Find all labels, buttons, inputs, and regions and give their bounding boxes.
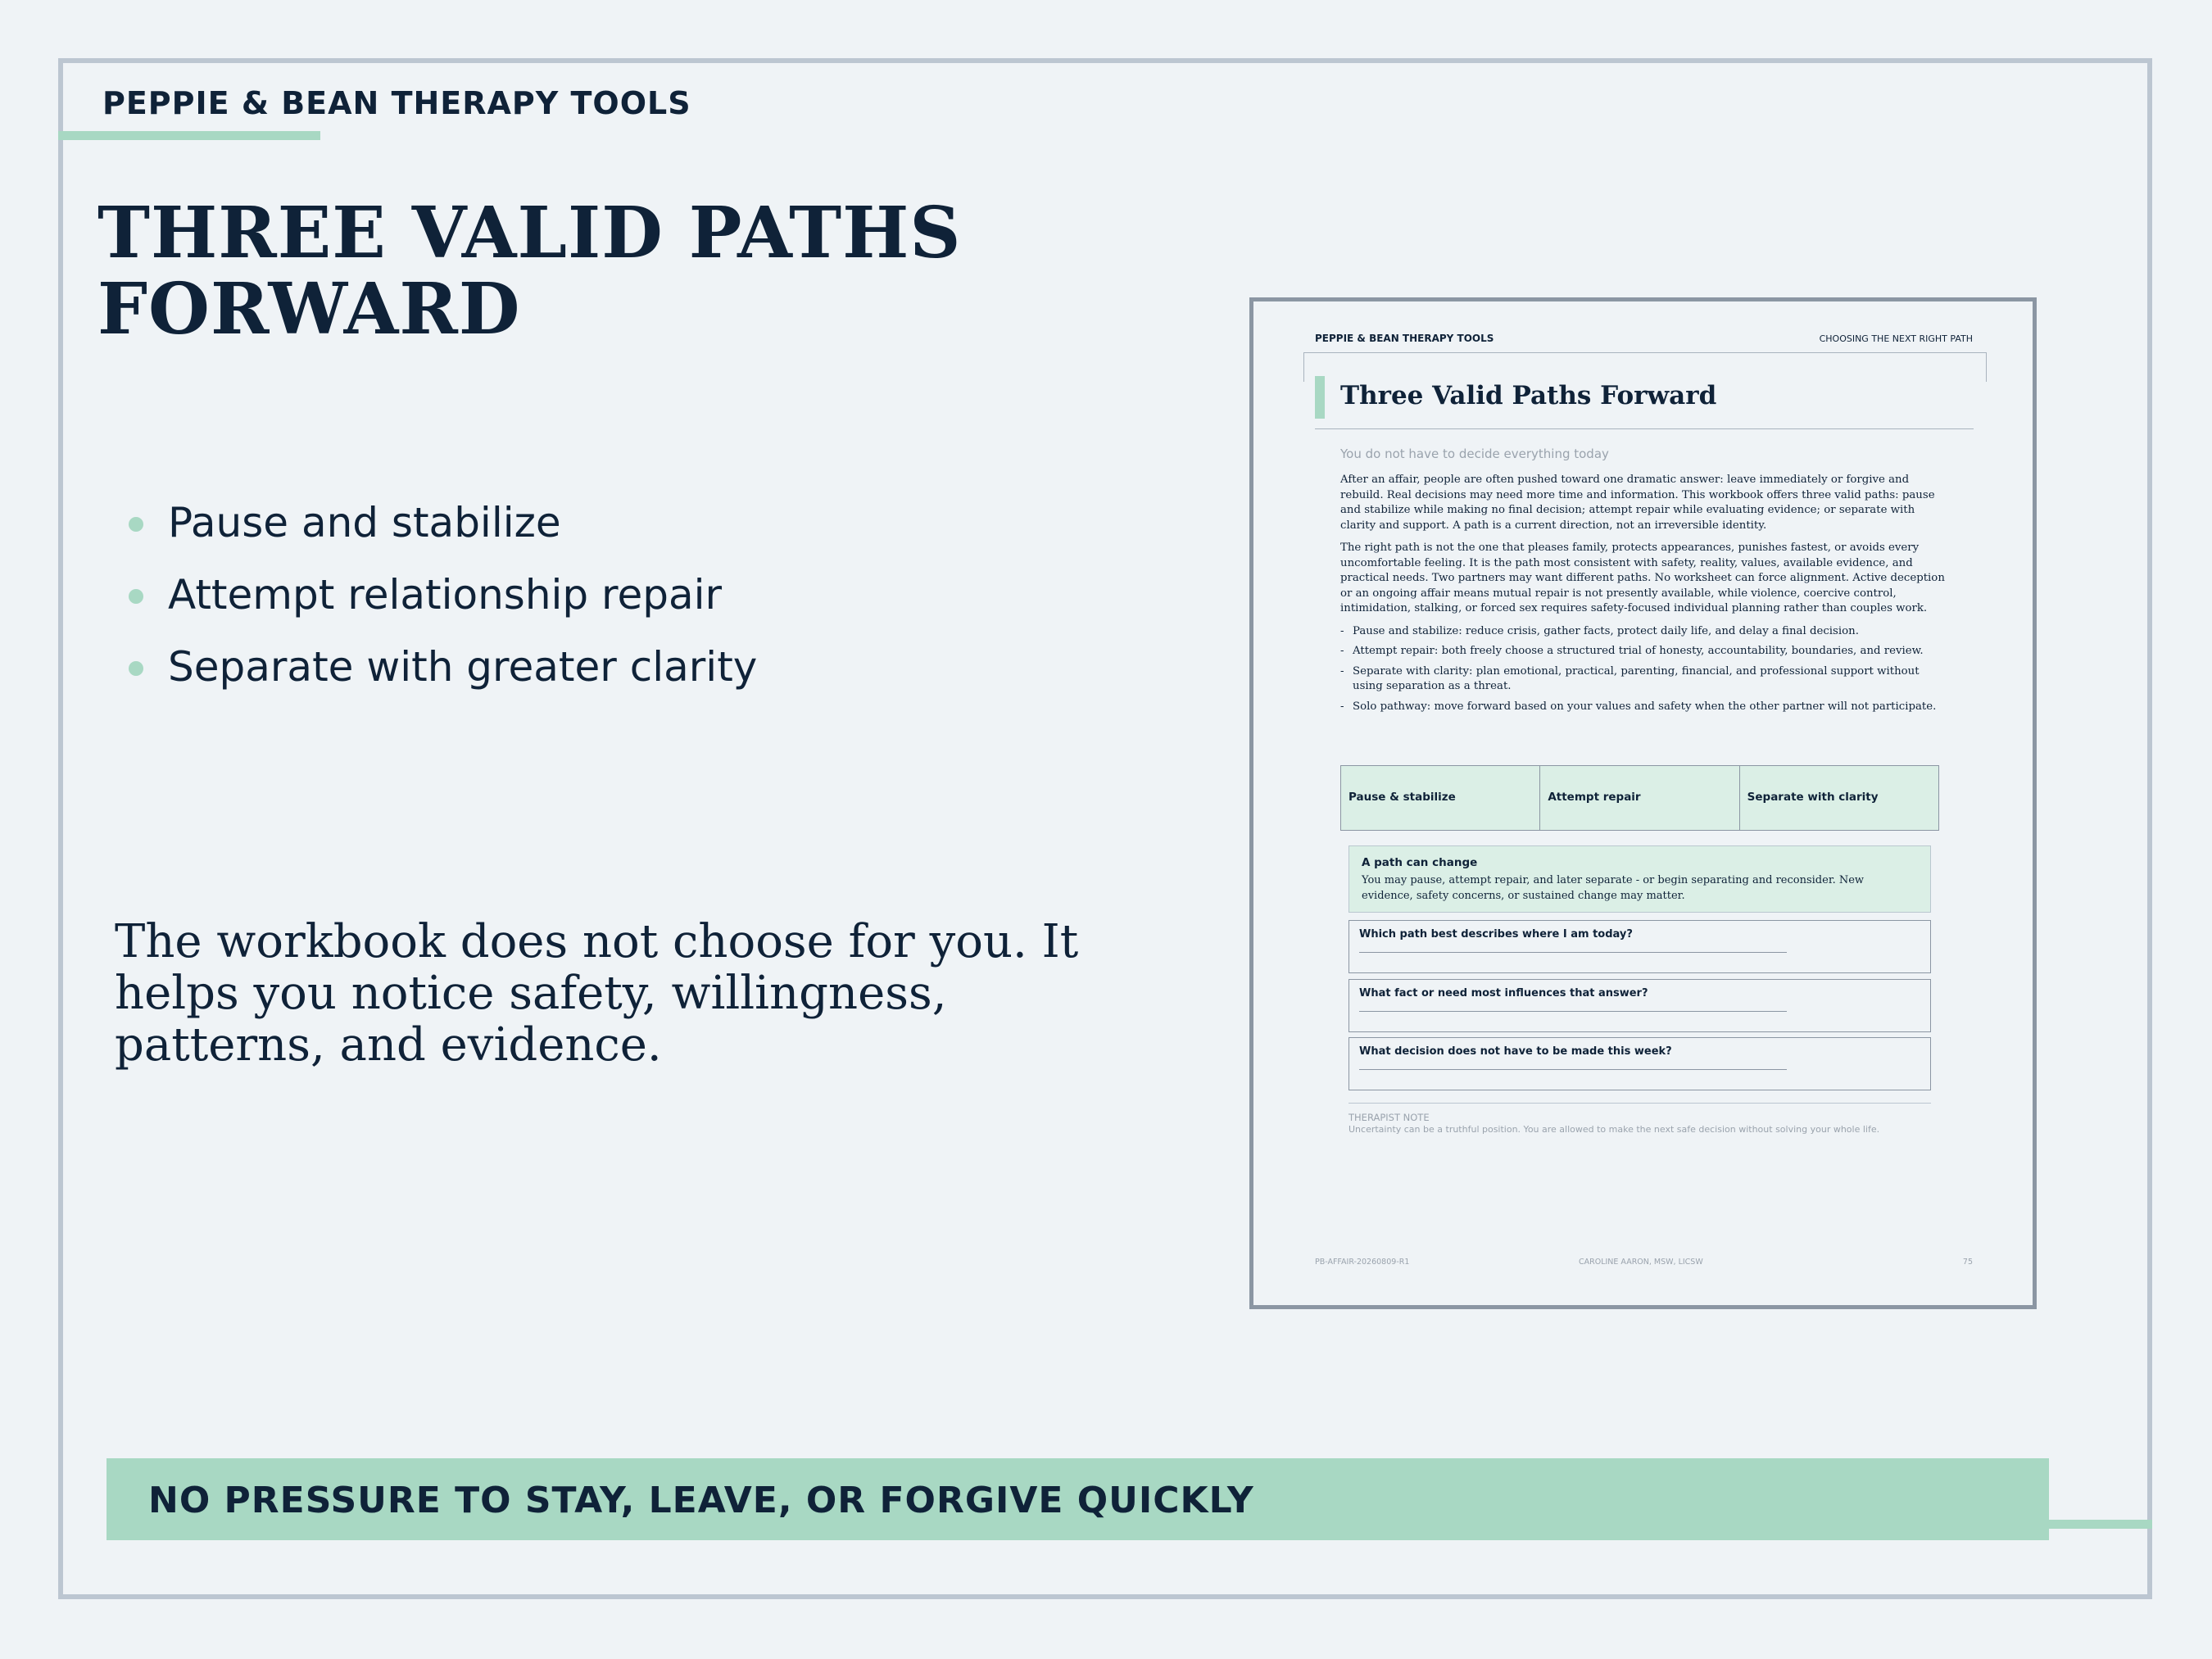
therapist-note-rule <box>1349 1103 1931 1104</box>
doc-question-box <box>1349 979 1931 1032</box>
doc-page-number: 75 <box>1962 1258 1973 1267</box>
doc-question-box <box>1349 1037 1931 1090</box>
doc-footer-author: CAROLINE AARON, MSW, LICSW <box>1579 1258 1703 1267</box>
workbook-page-preview <box>1249 297 2037 1309</box>
bullet-item <box>127 564 757 636</box>
doc-title-accent <box>1315 376 1325 419</box>
brand-header: PEPPIE & BEAN THERAPY TOOLS <box>102 85 691 121</box>
doc-question: What fact or need most influences that answer? <box>1359 987 1648 999</box>
doc-list-item: - Attempt repair: both freely choose a structured trial of honesty, accountability, boundaries, and review. <box>1340 645 1924 657</box>
slide-title: THREE VALID PATHS FORWARD <box>97 192 962 351</box>
doc-brand: PEPPIE & BEAN THERAPY TOOLS <box>1315 333 1494 344</box>
brand-accent-line <box>58 131 320 140</box>
therapist-note-heading: THERAPIST NOTE <box>1349 1112 1430 1123</box>
doc-path-table <box>1340 765 1939 831</box>
doc-question: What decision does not have to be made this week? <box>1359 1045 1672 1058</box>
doc-paragraph: The right path is not the one that pleases family, protects appearances, punishes fastest, or avoids every uncomfortable feeling. It is the path most consistent with safety, reality, values, available evidence, and practical needs. Two partners may want different paths. No worksheet can force alignment. Active deception or an ongoing affair means mutual repair is not presently available, while violence, coercive control, intimidation, stalking, or forced sex requires safety-focused individual planning rather than couples work. <box>1340 542 1945 614</box>
doc-section-label: CHOOSING THE NEXT RIGHT PATH <box>1819 333 1973 344</box>
bullet-item <box>127 492 757 564</box>
doc-header-rule <box>1303 352 1987 382</box>
bullet-list <box>127 492 757 708</box>
banner-accent-line <box>2049 1520 2152 1529</box>
doc-list-item: - Separate with clarity: plan emotional, practical, parenting, financial, and professional support without using separation as a threat. <box>1340 664 1920 692</box>
bullet-dot-icon <box>129 661 143 676</box>
doc-title-rule <box>1315 428 1974 429</box>
bullet-text: Attempt relationship repair <box>168 571 723 619</box>
therapist-note-text: Uncertainty can be a truthful position. You are allowed to make the next safe decision without solving your whole life. <box>1349 1124 1880 1135</box>
answer-line <box>1359 1069 1787 1070</box>
answer-line <box>1359 1011 1787 1012</box>
doc-table-cell: Separate with clarity <box>1747 791 1879 804</box>
doc-question: Which path best describes where I am today? <box>1359 928 1633 941</box>
doc-list-item: - Pause and stabilize: reduce crisis, gather facts, protect daily life, and delay a final decision. <box>1340 624 1859 637</box>
footer-banner <box>107 1458 2049 1540</box>
doc-table-cell: Attempt repair <box>1540 766 1739 830</box>
doc-subtitle: You do not have to decide everything today <box>1340 446 1609 461</box>
bullet-text: Separate with greater clarity <box>168 643 758 691</box>
doc-body <box>1340 473 1947 719</box>
bullet-text: Pause and stabilize <box>168 499 561 546</box>
doc-paragraph: After an affair, people are often pushed toward one dramatic answer: leave immediately or forgive and rebuild. Real decisions may need more time and information. This workbook offers three valid paths: pause and stabilize while making no final decision; attempt repair while evaluating evidence; or separate with clarity and support. A path is a current direction, not an irreversible identity. <box>1340 474 1935 532</box>
doc-callout-heading: A path can change <box>1362 856 1478 869</box>
doc-table-cell: Pause & stabilize <box>1341 766 1540 830</box>
bullet-item <box>127 636 757 708</box>
doc-callout <box>1349 845 1931 913</box>
doc-path-list <box>1340 624 1947 715</box>
doc-title: Three Valid Paths Forward <box>1340 381 1717 410</box>
bullet-dot-icon <box>129 589 143 604</box>
lead-paragraph: The workbook does not choose for you. It helps you notice safety, willingness, patterns, and evidence. <box>115 915 1079 1072</box>
bullet-dot-icon <box>129 517 143 532</box>
doc-callout-text: You may pause, attempt repair, and later separate - or begin separating and reconsider. New evidence, safety concerns, or sustained change may matter. <box>1362 874 1865 902</box>
doc-question-box <box>1349 920 1931 973</box>
banner-text: NO PRESSURE TO STAY, LEAVE, OR FORGIVE QUICKLY <box>148 1480 1254 1521</box>
answer-line <box>1359 952 1787 953</box>
doc-list-item: - Solo pathway: move forward based on your values and safety when the other partner will not participate. <box>1340 700 1937 713</box>
doc-footer-id: PB-AFFAIR-20260809-R1 <box>1315 1258 1410 1267</box>
